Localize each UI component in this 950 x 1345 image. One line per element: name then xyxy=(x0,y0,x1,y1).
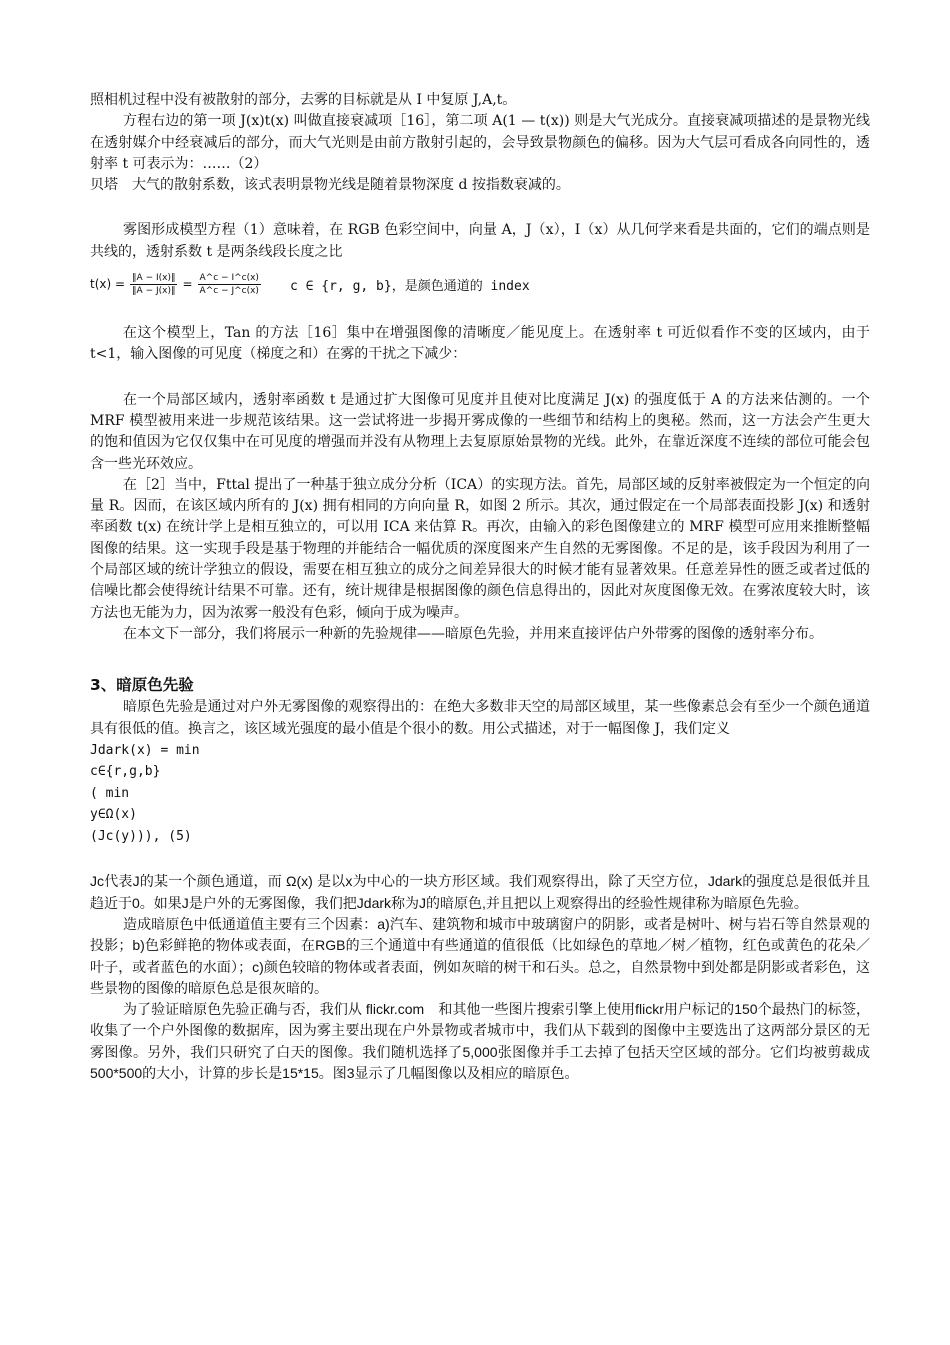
fraction-denominator: ‖A − J(x)‖ xyxy=(132,285,176,296)
dark-channel-formula xyxy=(90,740,870,848)
section-heading: 3、暗原色先验 xyxy=(90,676,194,695)
formula-line: y∈Ω(x) xyxy=(90,807,137,823)
formula-line: (Jc(y))), (5) xyxy=(90,828,192,844)
spacer xyxy=(90,301,870,323)
spacer xyxy=(90,847,870,871)
spacer xyxy=(90,366,870,390)
formula-fraction xyxy=(198,272,261,297)
paragraph: 为了验证暗原色先验正确与否，我们从 flickr.com 和其他一些图片搜索引擎上使用flickr用户标记的150个最热门的标签，收集了一个户外图像的数据库，因为雾主要出现在户外景物或者城市中，我们从下载到的图像中主要选出了这两部分景区的无雾图像。另外，我们只研究了白天的图像。我们随机选择了5,000张图像并手工去掉了包括天空区域的部分。它们均被剪裁成500*500的大小，计算的步长是15*15。图3显示了几幅图像以及相应的暗原色。 xyxy=(90,1001,870,1081)
fraction-denominator: A^c − J^c(x) xyxy=(199,285,259,296)
formula-line: ( min xyxy=(90,785,130,801)
paragraph: 贝塔 大气的散射系数，该式表明景物光线是随着景物深度 d 按指数衰减的。 xyxy=(90,177,570,194)
paragraph: 方程右边的第一项 J(x)t(x) 叫做直接衰减项［16］，第二项 A(1 — t(x)) 则是大气光成分。直接衰减项描述的是景物光线在透射媒介中经衰减后的部分，而大气光则是由前方散射引起的，会导致景物颜色的偏移。因为大气层可看成各向同性的，透射率 t 可表示为：……（2） xyxy=(90,113,870,172)
paragraph: 照相机过程中没有被散射的部分，去雾的目标就是从 I 中复原 J,A,t。 xyxy=(90,92,517,108)
formula-equals: = xyxy=(182,277,193,292)
paragraph: 在一个局部区域内，透射率函数 t 是通过扩大图像可见度并且使对比度满足 J(x) 的强度低于 A 的方法来估测的。一个 MRF 模型被用来进一步规范该结果。这一尝试将进一步揭开雾成像的一些细节和结构上的奥秘。然而，这一方法会产生更大的饱和值因为它仅仅集中在可见度的增强而并没有从物理上去复原原始景物的光线。此外，在靠近深度不连续的部位可能会包含一些光环效应。 xyxy=(90,391,870,472)
document-page xyxy=(90,90,870,1084)
paragraph: Jc代表J的某一个颜色通道，而 Ω(x) 是以x为中心的一块方形区域。我们观察得出，除了天空方位，Jdark的强度总是很低并且趋近于0。如果J是户外的无雾图像，我们把Jdark称为J的暗原色,并且把以上观察得出的经验性规律称为暗原色先验。 xyxy=(90,873,870,911)
formula-expression xyxy=(90,272,266,297)
fraction-numerator: A^c − I^c(x) xyxy=(199,272,259,283)
formula-fraction xyxy=(130,272,177,297)
paragraph: 在本文下一部分，我们将展示一种新的先验规律——暗原色先验，并用来直接评估户外带雾的图像的透射率分布。 xyxy=(123,625,823,642)
formula-line: c∈{r,g,b} xyxy=(90,764,161,780)
transmission-formula xyxy=(90,267,870,301)
spacer xyxy=(90,196,870,220)
paragraph: 造成暗原色中低通道值主要有三个因素：a)汽车、建筑物和城市中玻璃窗户的阴影，或者是树叶、树与岩石等自然景观的投影；b)色彩鲜艳的物体或表面，在RGB的三个通道中有些通道的值很低（比如绿色的草地／树／植物，红色或黄色的花朵／叶子，或者蓝色的水面）；c)颜色较暗的物体或者表面，例如灰暗的树干和石头。总之，自然景物中到处都是阴影或者彩色，这些景物的图像的暗原色总是很灰暗的。 xyxy=(90,915,870,996)
formula-description: c ∈ {r, g, b}，是颜色通道的 index xyxy=(289,278,530,294)
paragraph: 在这个模型上，Tan 的方法［16］集中在增强图像的清晰度／能见度上。在透射率 t 可近似看作不变的区域内，由于 t<1，输入图像的可见度（梯度之和）在雾的干扰之下减少： xyxy=(90,325,870,363)
paragraph: 雾图形成模型方程（1）意味着，在 RGB 色彩空间中，向量 A，J（x），I（x）从几何学来看是共面的，它们的端点则是共线的，透射系数 t 是两条线段长度之比 xyxy=(90,222,870,260)
formula-lhs: t(x) = xyxy=(90,277,126,292)
paragraph: 在［2］当中，Fttal 提出了一种基于独立成分分析（ICA）的实现方法。首先，局部区域的反射率被假定为一个恒定的向量 R。因而，在该区域内所有的 J(x) 拥有相同的方向向量 R，如图 2 所示。其次，通过假定在一个局部表面投影 J(x) 和透射率函数 t(x) 在统计学上是相互独立的，可以用 ICA 来估算 R。再次，由输入的彩色图像建立的 MRF 模型可应用来推断整幅图像的结果。这一实现手段是基于物理的并能结合一幅优质的深度图来产生自然的无雾图像。不足的是，该手段因为利用了一个局部区域的统计学独立的假设，需要在相互独立的成分之间差异很大的时候才能有显著效果。任意差异性的匮乏或者过低的信噪比都会使得统计结果不可靠。还有，统计规律是根据图像的颜色信息得出的，因此对灰度图像无效。在雾浓度较大时，该方法也无能为力，因为浓雾一般没有色彩，倾向于成为噪声。 xyxy=(90,476,870,621)
paragraph: 暗原色先验是通过对户外无雾图像的观察得出的：在绝大多数非天空的局部区域里，某一些像素总会有至少一个颜色通道具有很低的值。换言之，该区域光强度的最小值是个很小的数。用公式描述，对于一幅图像 J，我们定义 xyxy=(90,699,870,737)
formula-line: Jdark(x) = min xyxy=(90,742,200,758)
fraction-numerator: ‖A − I(x)‖ xyxy=(132,272,176,283)
